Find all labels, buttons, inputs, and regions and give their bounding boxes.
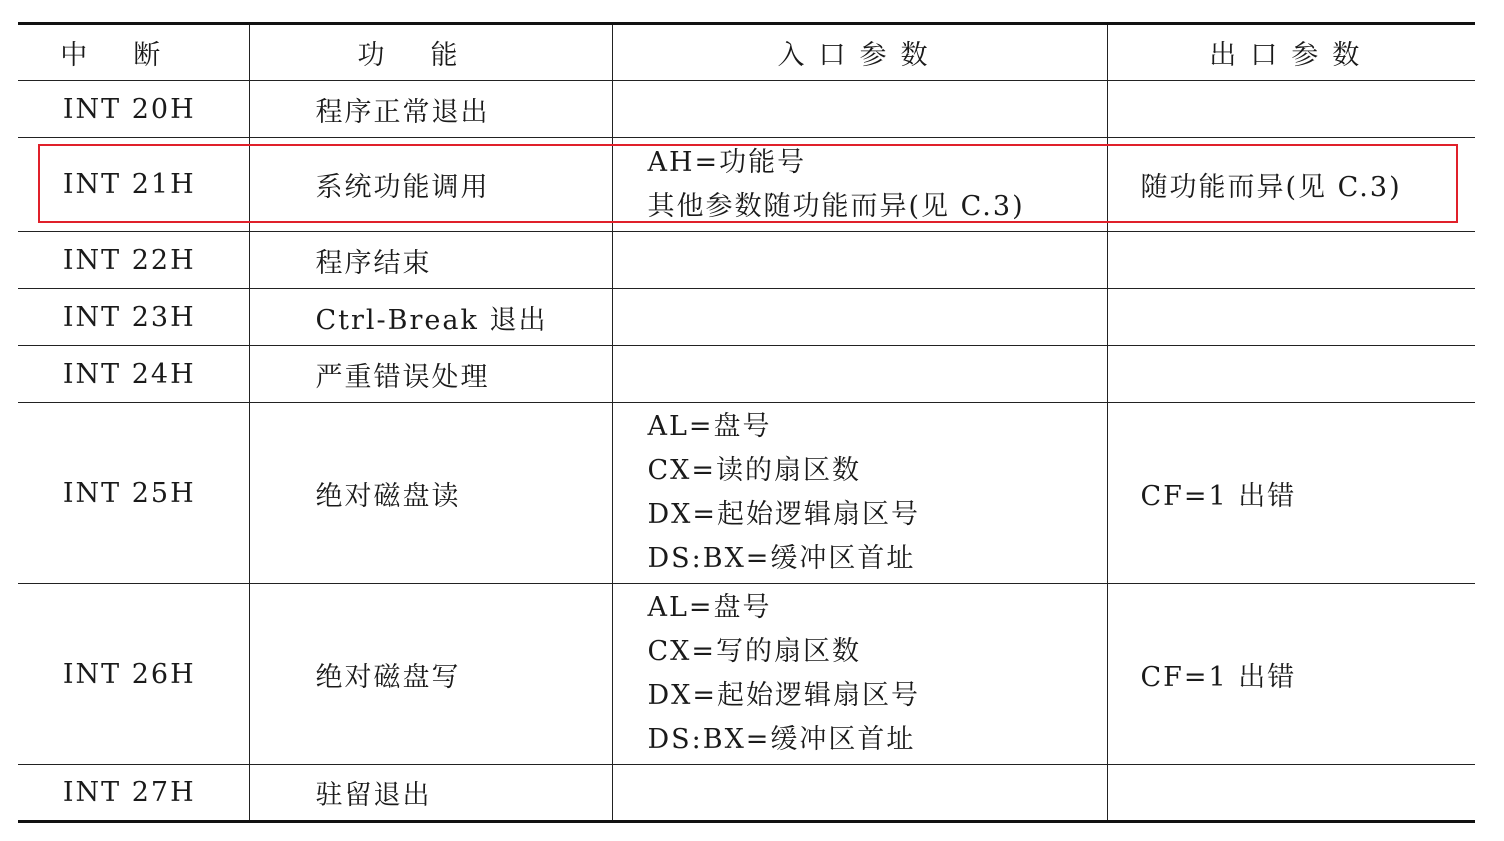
exit-cell <box>1107 81 1475 138</box>
interrupt-cell: INT 22H <box>18 232 249 289</box>
table-row <box>18 584 1475 765</box>
exit-cell: CF=1 出错 <box>1107 403 1475 584</box>
exit-cell <box>1107 232 1475 289</box>
table-row-highlighted <box>18 138 1475 232</box>
entry-cell <box>612 289 1107 346</box>
header-function: 功能 <box>249 24 612 81</box>
entry-cell <box>612 81 1107 138</box>
entry-line: CX=写的扇区数 <box>647 636 862 667</box>
entry-line: DS:BX=缓冲区首址 <box>647 543 916 574</box>
entry-cell <box>612 346 1107 403</box>
interrupt-cell: INT 26H <box>18 584 249 765</box>
function-cell: 驻留退出 <box>249 765 612 822</box>
exit-cell <box>1107 765 1475 822</box>
table-row <box>18 289 1475 346</box>
interrupt-cell: INT 24H <box>18 346 249 403</box>
function-cell: 严重错误处理 <box>249 346 612 403</box>
interrupt-table-container <box>18 22 1475 823</box>
exit-cell <box>1107 346 1475 403</box>
entry-line: AH=功能号 <box>647 146 807 178</box>
header-interrupt: 中断 <box>18 24 249 81</box>
interrupt-cell: INT 23H <box>18 289 249 346</box>
function-cell: 程序正常退出 <box>249 81 612 138</box>
interrupt-cell: INT 21H <box>18 138 249 232</box>
function-cell: 绝对磁盘读 <box>249 403 612 584</box>
function-cell: 绝对磁盘写 <box>249 584 612 765</box>
function-cell: 系统功能调用 <box>249 138 612 232</box>
exit-cell: CF=1 出错 <box>1107 584 1475 765</box>
interrupt-cell: INT 25H <box>18 403 249 584</box>
entry-line: AL=盘号 <box>647 411 772 442</box>
table-header-row <box>18 24 1475 81</box>
entry-line: DS:BX=缓冲区首址 <box>647 724 916 755</box>
table-row <box>18 765 1475 822</box>
entry-line: AL=盘号 <box>647 592 772 623</box>
entry-cell <box>612 232 1107 289</box>
interrupt-cell: INT 20H <box>18 81 249 138</box>
entry-line: DX=起始逻辑扇区号 <box>647 680 920 711</box>
interrupt-cell: INT 27H <box>18 765 249 822</box>
header-exit-params: 出口参数 <box>1107 24 1475 81</box>
entry-line: CX=读的扇区数 <box>647 455 862 486</box>
function-cell: Ctrl-Break 退出 <box>249 289 612 346</box>
entry-line: 其他参数随功能而异(见 C.3) <box>647 190 1025 222</box>
entry-cell <box>612 584 1107 765</box>
exit-cell: 随功能而异(见 C.3) <box>1107 138 1475 232</box>
entry-cell <box>612 765 1107 822</box>
interrupt-table <box>18 22 1475 823</box>
table-row <box>18 232 1475 289</box>
entry-cell <box>612 403 1107 584</box>
header-entry-params: 入口参数 <box>612 24 1107 81</box>
table-row <box>18 346 1475 403</box>
entry-line: DX=起始逻辑扇区号 <box>647 499 920 530</box>
entry-cell <box>612 138 1107 232</box>
table-row <box>18 403 1475 584</box>
exit-cell <box>1107 289 1475 346</box>
function-cell: 程序结束 <box>249 232 612 289</box>
table-row <box>18 81 1475 138</box>
